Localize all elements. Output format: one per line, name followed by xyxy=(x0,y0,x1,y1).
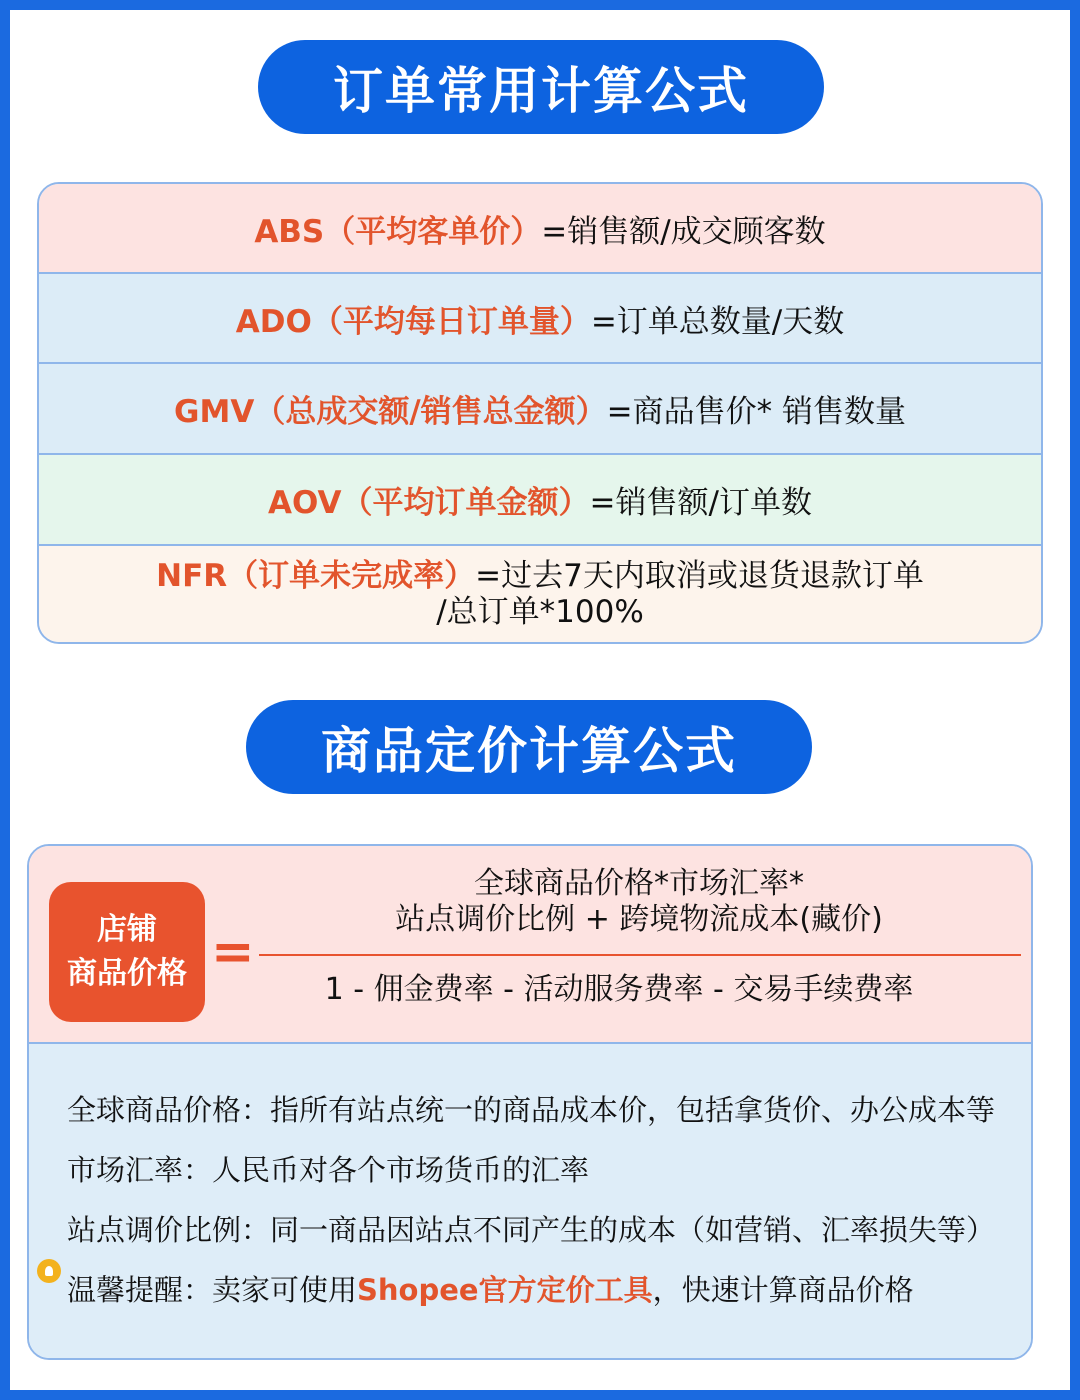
pricing-tool-link[interactable]: Shopee官方定价工具 xyxy=(357,1273,653,1307)
formula-expression: =销售额/订单数 xyxy=(589,485,812,521)
order-formulas-title: 订单常用计算公式 xyxy=(258,40,824,134)
formula-row-aov xyxy=(39,455,1041,546)
formula-term: AOV（平均订单金额） xyxy=(268,485,590,521)
formula-term: ABS（平均客单价） xyxy=(254,213,542,250)
formula-denominator: 1 - 佣金费率 - 活动服务费率 - 交易手续费率 xyxy=(324,972,914,1007)
formula-expression: =商品售价* 销售数量 xyxy=(606,394,906,430)
tip-suffix: ，快速计算商品价格 xyxy=(652,1273,914,1307)
formula-expression-line2: /总订单*100% xyxy=(436,594,644,630)
formula-term: ADO（平均每日订单量） xyxy=(235,303,591,340)
formula-numerator xyxy=(259,866,1019,938)
formula-row-ado xyxy=(39,274,1041,364)
pricing-formula xyxy=(29,846,1031,1044)
formula-expression: =销售额/成交顾客数 xyxy=(541,213,826,250)
formula-expression: =订单总数量/天数 xyxy=(590,303,845,340)
formula-row-nfr xyxy=(39,546,1041,642)
numerator-line2: 站点调价比例 + 跨境物流成本(藏价) xyxy=(395,902,883,937)
store-price-badge xyxy=(49,882,205,1022)
tip-prefix: 温馨提醒：卖家可使用 xyxy=(67,1273,358,1307)
lightbulb-icon xyxy=(37,1259,61,1283)
formula-term: NFR（订单未完成率） xyxy=(156,558,476,594)
note-global-price: 全球商品价格：指所有站点统一的商品成本价，包括拿货价、办公成本等 xyxy=(67,1093,996,1127)
formula-term: GMV（总成交额/销售总金额） xyxy=(174,394,607,430)
note-exchange-rate: 市场汇率：人民币对各个市场货币的汇率 xyxy=(67,1153,590,1187)
equals-sign: = xyxy=(211,922,255,982)
formula-row-gmv xyxy=(39,364,1041,455)
badge-line2: 商品价格 xyxy=(67,956,187,991)
pricing-notes xyxy=(29,1044,1031,1360)
order-formulas-table xyxy=(37,182,1043,644)
formula-row-abs xyxy=(39,184,1041,274)
note-site-ratio: 站点调价比例：同一商品因站点不同产生的成本（如营销、汇率损失等） xyxy=(67,1213,996,1247)
fraction-line xyxy=(259,954,1021,956)
numerator-line1: 全球商品价格*市场汇率* xyxy=(474,866,804,901)
pricing-formula-panel xyxy=(27,844,1033,1360)
pricing-formula-title: 商品定价计算公式 xyxy=(246,700,812,794)
tip-note xyxy=(67,1260,1031,1320)
formula-expression: =过去7天内取消或退货退款订单 xyxy=(475,558,924,594)
badge-line1: 店铺 xyxy=(97,912,157,947)
